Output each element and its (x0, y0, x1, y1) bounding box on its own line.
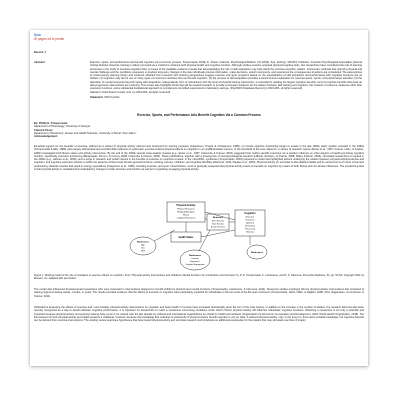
physical-activity-line-1: Physical Resources (177, 208, 195, 211)
moderators-left-title: Moderators (137, 241, 149, 244)
author-1-dept: Department of Kinesiology, University of Georgia (34, 125, 90, 129)
mediators-line-1: Brain Structure (212, 220, 224, 223)
article-title: Exercise, Sports, and Performance Arts Benefit Cognition Via a Common Process (137, 113, 261, 117)
statement-value: APA PsycInfo (103, 95, 120, 99)
body-paragraph-3: Publications assessing the effects of exercise and, more broadly, physical activity interventions on cognition and brain health in humans have increased dramatically since the turn of the 21st century. In addition to the increase in the number of studies, the research field has also been recently recognized as a way to benefit athletes' cognitive performance. It is important for researchers to reach a consensus concerning conditions under which chronic physical activity will influence individuals' cognitive functions. Obtaining a consensus is not only a scientific and important because physical activity and exercise training have come to be viewed over the last decade by national and international organizations as critical for health and wellness (Organization for Economic Co-operation and Development, 2018; World Health Organization, 2018). The link between chronic physical activity and health presents a challenge, however, because the knowledge that underlies to what kinds of physical activity benefit cognition is not yet clear. A reduced physical activity, may, in the long run, drive down societal knowledge, but cognitive benefits can be derived from exercise interventions. The existing review examines hypotheses that have tested physical activity and correlate research and introduces an additional explanation for the relation that may stimulate new lines of inquiry. (34, 306, 364, 322)
abstract-label: Abstract: (34, 61, 46, 64)
moderators-bottom-line-3: Cognitive Engagement (185, 264, 205, 266)
health-status-label: Health Status (178, 237, 194, 239)
author-1: By: Phillip D. Tomporowski (34, 122, 68, 125)
moderators-bottom-ellipse (180, 250, 210, 270)
moderators-bottom-line-2: Experience (190, 261, 200, 263)
moderators-bottom-line-1: Learning (191, 258, 199, 260)
mediators-title: Mediators (212, 217, 224, 219)
cognition-title: Cognition (244, 212, 256, 215)
mediators-line-3: Neural Processes (210, 226, 226, 229)
cognition-line-5: Processing (245, 228, 255, 231)
author-block (34, 122, 136, 138)
body-paragraph-1: Empirical support for the benefits of exercise, defined as a subset of physical activity planned and structured for training purposes (Caspersen, Powell, & Christenson, 1985), on human cognitive functioning began to amass in the late 1960s. Early studies reviewed in the 1990s (Tomporowski & Ellis, 1986) were largely atheoretical and provided little evidence of systematic exercise-induced physical effects on cognition in an undifferentiated manner, or the threshold of the exer-influence; a variety of research reports (Etnier et al., 1997; Kramer, Hahn, & Gopher, 1999) investigated both fitness status and activity intervention. By the end of the 1990s several meta-analytic reviews (e.g., Etnier et al., 1997; Colcombe & Kramer, 2003) suggested that neither specific exercises nor a positive influence on other aspects of health-promoting cognitive function, specifically executive functioning (Baranowski, Drumm, & Conroy, 2008; Colcombe & Kramer, 2003). These publications, together with a growing line of neurophysiological research (Hillman, Erickson, & Kramer, 2008; Sibley & Etnier, 2003), stimulated researchers to expand in the 2000s (e.g., Hillman et al., 2009), and a surge in research and public interest in the benefits of exercise on cognition ensued. In the mid-2000s, syntheses (Tomporowski, 2003) proposed a model that highlighted actions underlying the relation between physical activity/exercise and cognition; and cognitive executive function in which the aspects of lower-level domain-general functions: working memory, inhibition, and cognitive flexibility (Diamond, 2013; Miyake et al., 2000). Physical activity (or exercise) is also defined initially and its various forms of motor movement produced by skeletal muscles that result in energy expenditure (Caspersen et al., 1985), including exercise, and sport. Nevertheless, much is generally accepted that physical activity exerts its benefits on cognition by means of both fitness and non-fitness influences. The overarching idea is that physical activity is mediated and moderated by changes in brain structure and function as well as in cognitively engaging physical activity. (34, 145, 364, 171)
back-link[interactable]: Back (34, 33, 42, 37)
cognition-line-1: Executive (245, 216, 255, 219)
figure-1-diagram (125, 200, 285, 272)
abstract-body: Exercise, sports, and performance and benefit cognition via a common process. Tomporowski, Phillip D.; Pesce, Caterina. Psychological Bulletin, Vol 145(9), Sep, 2019 pp. 929-951. Publisher: American Psychological Association [Journal Article] Abstract: Exercise training is widely promoted as a method to enhance both physical health and cognitive function. Although studies examine acquired physical-cognitive links, few researchers have considered the role of learning processes in the study of exercise-cognition links. A review of the available evidence reveals that acknowledging the role of skill acquisition may help clarify the exercise-cognition relation. Intervention methods that optimize physical and mental challenge and the conditions necessary to produce long-term changes in the way individuals process information, make decisions, select movements, and experience the consequences of actions are considered. The assumptions of contemporary learning theory and evidence obtained from research with learning perspectives suggest exercise and sport programs based on the specialization of skill acquisition and performance with cognitive functions are as follows: (1) Cognition may be but one of many types of movement activities that can benefit cognition; (2) the process of skill acquisition provides a parsimonious explanation for exercise-acute, sports, and performance activities; (3) the allocation of mental resources beyond coping with acquisition, independently from or interactively with the level of physical training intervention, is essential for yielding the largest cognitive benefits; and (4) cognitive benefits observed via skill-progressive interventions are enduring. This review also highlights future that will be needed research to provide convergent evidence for the relation between skill training and cognition, the inclusion of outcome measures other than executive functions, and a substantial translational approach to complement controlled experiments in laboratory settings. (PsycINFO Database Record (c) 2019 APA, all rights reserved) (90, 61, 362, 90)
author-2-dept: Department of Movement, Human and Health Sciences, University of Rome "Foro Italico" (34, 131, 137, 135)
physical-activity-line-3: Neural (183, 214, 189, 217)
physical-activity-line-2: Metabolic/Energetic (177, 211, 195, 214)
pdf-link[interactable]: IE pages ed to printer (34, 36, 65, 41)
mediators-line-2: Brain Function (212, 223, 224, 226)
record-label: Record: 1 (34, 51, 46, 54)
abstract-text (90, 61, 362, 99)
figure-caption: Figure 1. Working model of the role of mediators in exercise effects on cognition. From "Physical activity interventions and Children's Mental Function: An Introduction and Overview" by P. D. Tomporowski, K. Lambourne, and M. S. Okumura, Preventive Medicine, 52, pp. S3-S9. Copyright 2011 by Elsevier, Inc. Adapted with permission. (34, 274, 364, 281)
cognition-line-6: Memory (246, 231, 254, 234)
physical-activity-title: Physical Activity (176, 204, 196, 207)
physical-activity-line-4: Cognitive Resources (176, 217, 196, 220)
cognition-line-4: Information (244, 225, 256, 228)
abstract-statement (90, 96, 362, 99)
moderators-left-line-1: Age (141, 244, 145, 247)
moderators-right-title: Moderators (251, 252, 263, 254)
moderators-bottom-title: Moderators (189, 255, 201, 257)
cognition-line-3: Speed of (245, 222, 255, 225)
cognition-line-2: Functions (245, 219, 255, 222)
statement-label: Statement: (90, 95, 104, 99)
acknowledgement-label: Acknowledgement: (34, 135, 58, 139)
moderators-left-line-3: SES (141, 250, 145, 253)
moderators-left-line-2: Sex (141, 247, 145, 250)
author-2: Caterina Pesce (34, 128, 53, 132)
header-links (34, 34, 64, 41)
body-paragraph-2: The model also influenced developmental researchers who were interested in interventions designed to benefit children's physical and mental functions (Tomporowski, Lambourne, & Okumura, 2011). Numerous studies employed chronic physical activity interventions that consisted of training regimens lasting weeks, months, or years. The results provided evidence that the effects of exercise on cognition were particularly impactful for individuals on the two ends of the life span continuum (Tomporowski, Davis, Miller, & Naglieri, 2008; Voss, Nagamatsu, Liu-Ambrose, & Kramer, 2011). (34, 288, 364, 298)
document-page (30, 30, 368, 366)
abstract-cited: Abstract / Cited Search results: (Ind. (c) 2019 APA, all rights reserved) (90, 91, 171, 95)
